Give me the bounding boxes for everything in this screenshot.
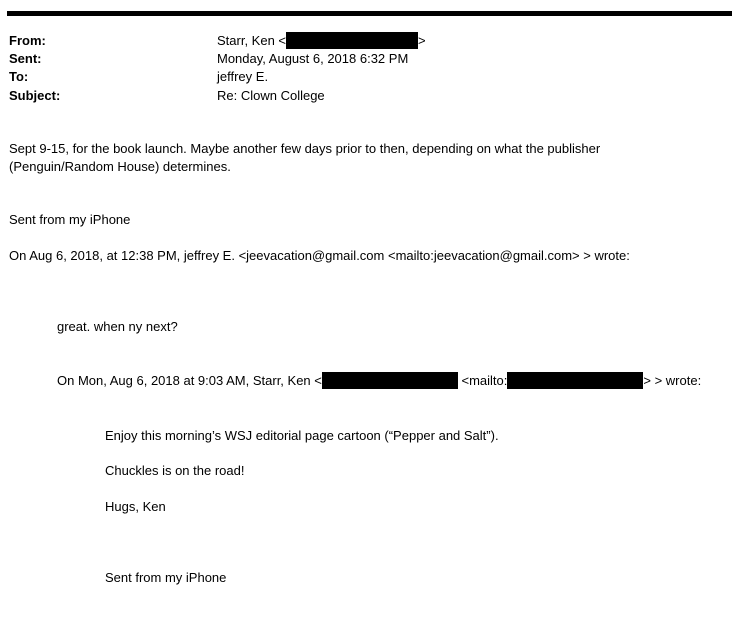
- inner-message-line-1: Enjoy this morning’s WSJ editorial page cartoon (“Pepper and Salt”).: [105, 428, 499, 443]
- body-paragraph-line-1: Sept 9-15, for the book launch. Maybe another few days prior to then, depending on what the publisher: [9, 141, 601, 156]
- nested-quote-mailto: <mailto:: [461, 373, 508, 388]
- quoted-intro-line: On Aug 6, 2018, at 12:38 PM, jeffrey E. <jeevacation@gmail.com <mailto:jeevacation@gmail.com> > wrote:: [9, 248, 630, 263]
- from-close: >: [418, 33, 426, 48]
- inner-message-line-3: Hugs, Ken: [105, 499, 166, 514]
- redacted-email-block: [286, 32, 418, 49]
- quoted-reply-text: great. when ny next?: [57, 319, 178, 334]
- subject-value: Re: Clown College: [217, 88, 325, 103]
- inner-message-line-2: Chuckles is on the road!: [105, 463, 245, 478]
- from-name: Starr, Ken <: [217, 33, 287, 48]
- subject-label: Subject:: [9, 88, 61, 103]
- redacted-email-block: [322, 372, 458, 389]
- nested-quote-suffix: > > wrote:: [643, 373, 702, 388]
- from-label: From:: [9, 33, 46, 48]
- sent-value: Monday, August 6, 2018 6:32 PM: [217, 51, 409, 66]
- from-value: [217, 32, 426, 50]
- body-paragraph-line-2: (Penguin/Random House) determines.: [9, 159, 231, 174]
- to-label: To:: [9, 69, 29, 84]
- redacted-mailto-block: [507, 372, 643, 389]
- to-value: jeffrey E.: [217, 69, 269, 84]
- nested-quote-prefix: On Mon, Aug 6, 2018 at 9:03 AM, Starr, Ken <: [57, 373, 322, 388]
- nested-quote-intro: [57, 372, 701, 390]
- sent-label: Sent:: [9, 51, 42, 66]
- inner-signature-sent-from-iphone: Sent from my iPhone: [105, 570, 227, 585]
- signature-sent-from-iphone: Sent from my iPhone: [9, 212, 131, 227]
- header-top-rule: [7, 11, 732, 16]
